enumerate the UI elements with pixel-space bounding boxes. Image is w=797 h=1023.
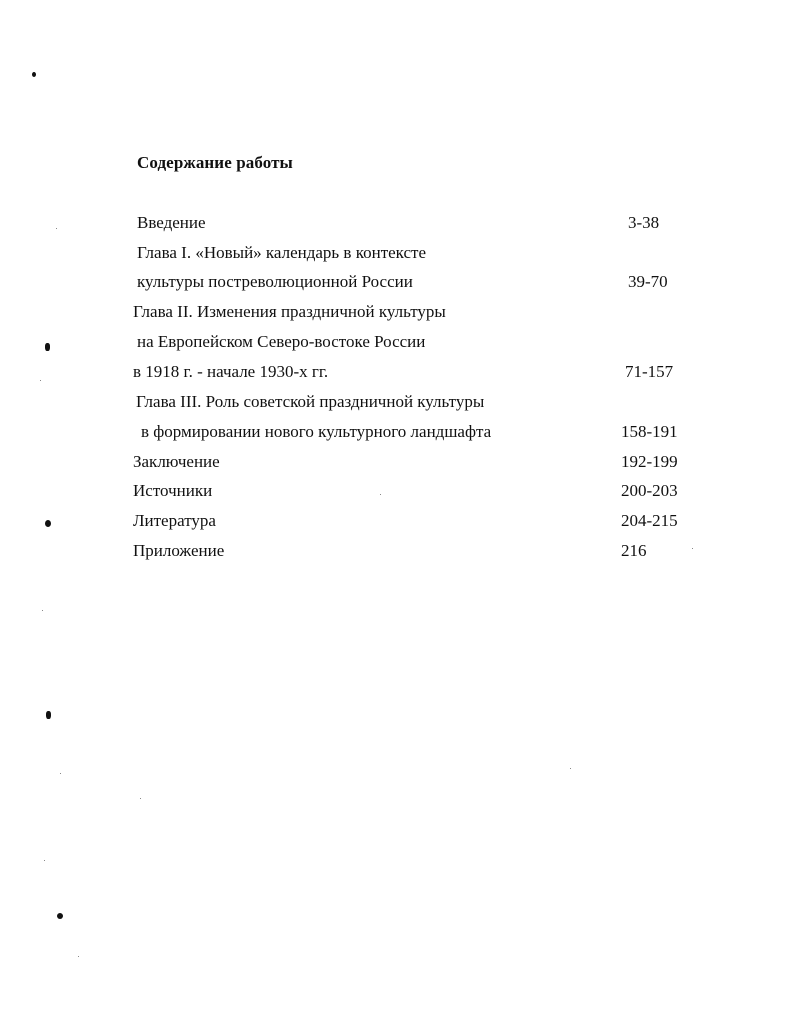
scan-speck [692, 548, 693, 549]
toc-entry-sources: Источники [133, 481, 213, 500]
toc-pages-chapter-1: 39-70 [628, 272, 668, 291]
scan-artifact-mark [45, 520, 51, 527]
scan-speck [60, 773, 61, 774]
scan-speck [140, 798, 141, 799]
scan-speck [78, 956, 79, 957]
toc-entry-chapter-1-line-1: Глава I. «Новый» календарь в контексте [137, 243, 427, 262]
page-title: Содержание работы [137, 153, 293, 172]
toc-entry-chapter-2-line-3: в 1918 г. - начале 1930-х гг. [133, 362, 329, 381]
scan-speck [44, 860, 45, 861]
scan-speck [56, 228, 57, 229]
toc-entry-chapter-2-line-1: Глава II. Изменения праздничной культуры [133, 302, 446, 321]
toc-entry-chapter-3-line-1: Глава III. Роль советской праздничной культуры [136, 392, 485, 411]
scan-speck [42, 610, 43, 611]
toc-entry-introduction: Введение [137, 213, 206, 232]
scan-speck [380, 494, 381, 495]
scan-artifact-mark [32, 72, 36, 77]
toc-entry-conclusion: Заключение [133, 452, 220, 471]
toc-entry-chapter-2-line-2: на Европейском Северо-востоке России [137, 332, 426, 351]
toc-pages-sources: 200-203 [621, 481, 678, 500]
toc-entry-chapter-3-line-2: в формировании нового культурного ландшафта [141, 422, 492, 441]
toc-pages-appendix: 216 [621, 541, 647, 560]
scan-artifact-mark [46, 711, 51, 719]
scan-artifact-mark [57, 913, 63, 919]
scan-artifact-mark [45, 343, 50, 351]
toc-pages-chapter-2: 71-157 [625, 362, 674, 381]
toc-pages-introduction: 3-38 [628, 213, 660, 232]
toc-entry-chapter-1-line-2: культуры постреволюционной России [137, 272, 413, 291]
toc-pages-conclusion: 192-199 [621, 452, 678, 471]
toc-pages-literature: 204-215 [621, 511, 678, 530]
scan-speck [40, 380, 41, 381]
toc-entry-literature: Литература [133, 511, 216, 530]
toc-entry-appendix: Приложение [133, 541, 225, 560]
toc-pages-chapter-3: 158-191 [621, 422, 678, 441]
scan-speck [570, 768, 571, 769]
